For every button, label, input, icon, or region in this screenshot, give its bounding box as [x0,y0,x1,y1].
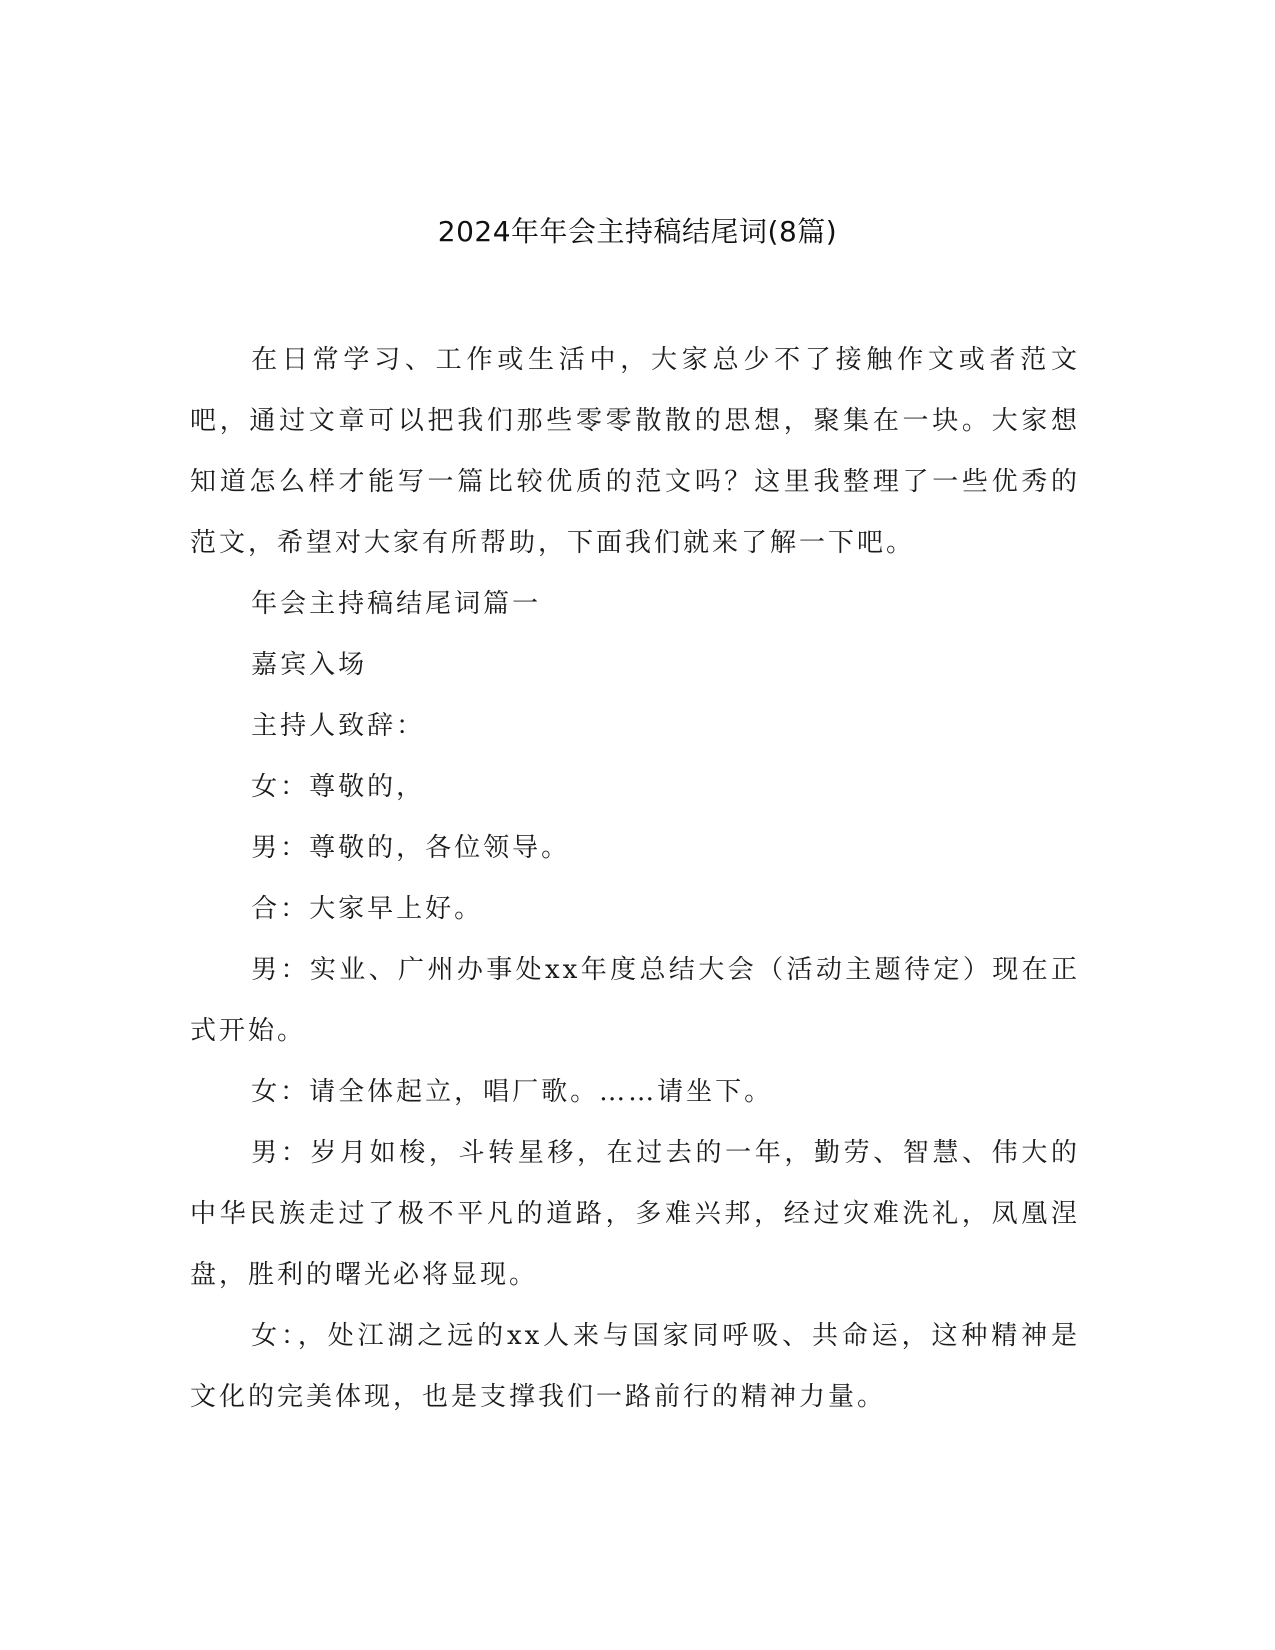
body-paragraph: 女：请全体起立，唱厂歌。……请坐下。 [251,1077,774,1107]
document-body [190,330,1080,1428]
body-paragraph: 男：实业、广州办事处xx年度总结大会（活动主题待定）现在正式开始。 [190,955,1080,1046]
body-paragraph: 主持人致辞： [251,711,426,741]
intro-paragraph: 在日常学习、工作或生活中，大家总少不了接触作文或者范文吧，通过文章可以把我们那些零零散散的思想，聚集在一块。大家想知道怎么样才能写一篇比较优质的范文吗？这里我整理了一些优秀的范文，希望对大家有所帮助，下面我们就来了解一下吧。 [190,345,1080,558]
body-paragraph: 男：尊敬的，各位领导。 [251,833,571,863]
body-paragraph: 合：大家早上好。 [251,894,484,924]
body-paragraph: 女：，处江湖之远的xx人来与国家同呼吸、共命运，这种精神是文化的完美体现，也是支撑我们一路前行的精神力量。 [190,1321,1080,1412]
body-paragraph: 女：尊敬的， [251,772,426,802]
body-paragraph: 男：岁月如梭，斗转星移，在过去的一年，勤劳、智慧、伟大的中华民族走过了极不平凡的道路，多难兴邦，经过灾难洗礼，凤凰涅盘，胜利的曙光必将显现。 [190,1138,1080,1290]
section-heading: 年会主持稿结尾词篇一 [251,589,542,619]
document-title: 2024年年会主持稿结尾词(8篇) [437,215,838,248]
body-paragraph: 嘉宾入场 [251,650,368,680]
